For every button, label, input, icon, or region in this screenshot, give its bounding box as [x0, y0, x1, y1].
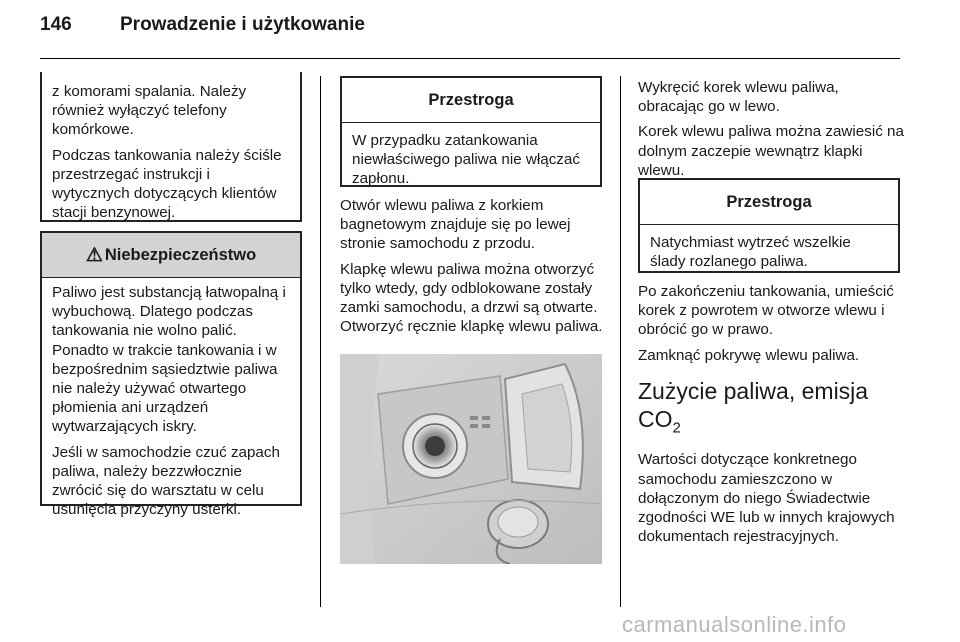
paragraph: z komorami spalania. Należy również wyłączyć telefony komórkowe. [52, 83, 247, 139]
column-3-top-text [638, 78, 906, 186]
danger-header [42, 233, 300, 278]
page-header [40, 14, 365, 46]
heading-co: CO [638, 405, 673, 432]
paragraph: Po zakończeniu tankowania, umieścić korek z powrotem w otworze wlewu i obrócić go w prawo. [638, 283, 894, 339]
caution-text: W przypadku zatankowania niewłaściwego paliwa nie włączać zapłonu. [352, 132, 580, 188]
caution-text: Natychmiast wytrzeć wszelkie ślady rozlanego paliwa. [650, 234, 851, 271]
warning-triangle-icon: ⚠ [85, 245, 103, 266]
column-divider-right [620, 76, 621, 607]
heading-line: Zużycie paliwa, emisja [638, 377, 869, 404]
caution-title: Przestroga [640, 180, 898, 225]
section-heading [638, 377, 910, 443]
page-number: 146 [40, 14, 72, 35]
fuel-filler-flap-photo [340, 354, 602, 564]
watermark: carmanualsonline.info [622, 612, 847, 637]
paragraph: Wartości dotyczące konkretnego samochodu zamieszczono w dołączonym do niego Świadectwie zgodności WE lub w innych krajowych dokumentach rejestracyjnych. [638, 451, 895, 546]
continued-text-box [40, 72, 302, 222]
column-divider-left [320, 76, 321, 607]
header-rule [40, 58, 900, 59]
danger-text: Paliwo jest substancją łatwopalną i wybuchową. Dlatego podczas tankowania nie wolno palić. Ponadto w trakcie tankowania i w bezpośrednim sąsiedztwie paliwa nie należy używać otwartego płomienia ani urządzeń wytwarzających iskry. [52, 284, 286, 436]
page-title: Prowadzenie i użytkowanie [120, 14, 365, 35]
danger-title: Niebezpieczeństwo [104, 246, 257, 264]
column-2-text [340, 196, 608, 342]
paragraph: Wykręcić korek wlewu paliwa, obracając go w lewo. [638, 79, 839, 116]
paragraph: Otwór wlewu paliwa z korkiem bagnetowym znajduje się po lewej stronie samochodu z przodu. [340, 197, 571, 253]
paragraph: Klapkę wlewu paliwa można otworzyć tylko wtedy, gdy odblokowane zostały zamki samochodu, a drzwi są otwarte. Otworzyć ręcznie klapkę wlewu paliwa. [340, 260, 603, 336]
column-3-bottom-text [638, 282, 910, 552]
paragraph: Zamknąć pokrywę wlewu paliwa. [638, 346, 860, 364]
paragraph: Podczas tankowania należy ściśle przestrzegać instrukcji i wytycznych dotyczących klientów stacji benzynowej. [52, 146, 282, 222]
caution-box [340, 76, 602, 187]
danger-box [40, 231, 302, 519]
danger-text: Jeśli w samochodzie czuć zapach paliwa, należy bezzwłocznie zwrócić się do warsztatu w celu usunięcia przyczyny usterki. [52, 443, 280, 519]
caution-title: Przestroga [342, 78, 600, 123]
heading-subscript: 2 [672, 419, 681, 437]
paragraph: Korek wlewu paliwa można zawiesić na dolnym zaczepie wewnątrz klapki wlewu. [638, 123, 904, 179]
caution-box-2 [638, 178, 900, 273]
